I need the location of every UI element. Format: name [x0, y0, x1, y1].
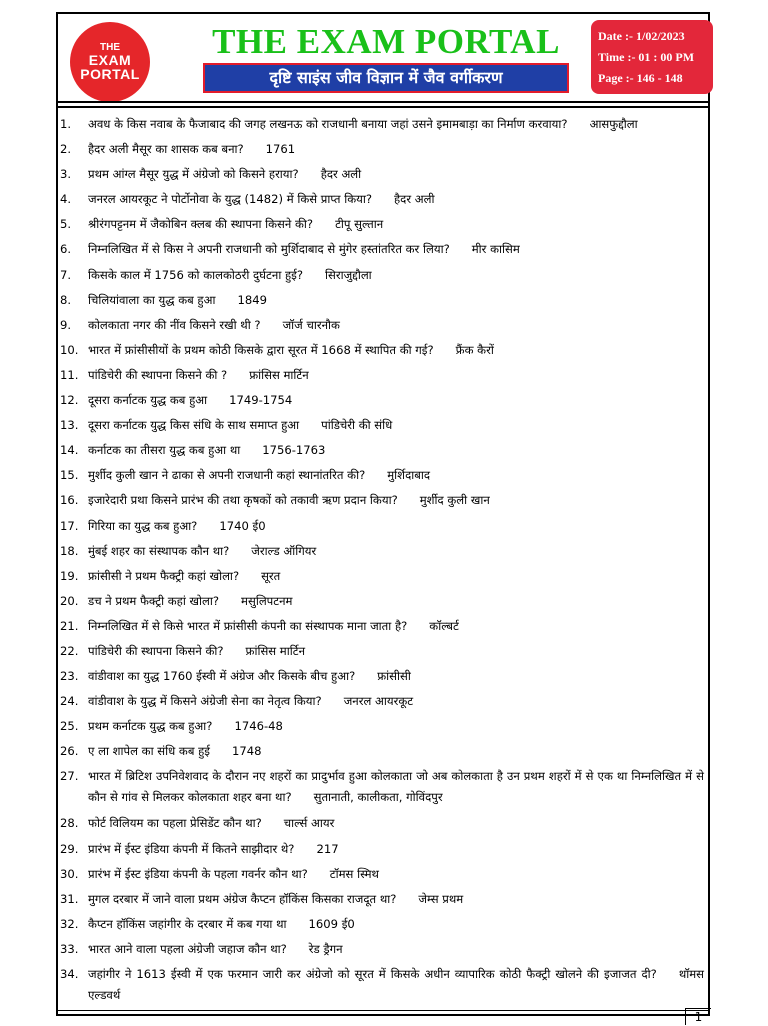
question-body	[88, 237, 708, 262]
question-number: 23.	[60, 669, 79, 684]
answer-text: चार्ल्स आयर	[283, 816, 335, 831]
answer-text: 1748	[231, 744, 262, 759]
answer-text: जेम्स प्रथम	[418, 891, 464, 906]
question-body	[88, 589, 708, 614]
time-label: Time :- 01 : 00 PM	[598, 50, 695, 64]
question-body	[88, 187, 708, 212]
answer-text: जनरल आयरकूट	[343, 694, 414, 709]
answer-text: 1761	[265, 142, 296, 157]
question-number: 4.	[60, 192, 72, 207]
question-body	[88, 689, 708, 714]
question-text: इजारेदारी प्रथा किसने प्रारंभ की तथा कृषकों को तकावी ऋण प्रदान किया?	[88, 493, 398, 508]
question-item	[60, 664, 708, 689]
question-number: 26.	[60, 744, 79, 759]
question-text: निम्नलिखित में से किस ने अपनी राजधानी को मुर्शिदाबाद से मुंगेर हस्तांतरित कर लिया?	[88, 242, 450, 257]
question-text: प्रारंभ में ईस्ट इंडिया कंपनी के पहला गवर्नर कौन था?	[88, 866, 308, 881]
logo-line-2: EXAM	[88, 52, 132, 68]
answer-text: सुतानाती, कालीकता, गोविंदपुर	[313, 790, 443, 805]
question-number: 27.	[60, 769, 79, 784]
page-number: 1	[685, 1008, 711, 1025]
question-body	[88, 438, 708, 463]
question-body	[88, 862, 708, 887]
question-body	[88, 739, 708, 764]
question-text: भारत में ब्रिटिश उपनिवेशवाद के दौरान नए शहरों का प्रादुर्भाव हुआ कोलकाता जो अब कोलकाता है उन प्रथम शहरों में से एक था निम्नलिखित में से कौन से गांव से मिलकर कोलकाता शहर बना था?	[88, 769, 704, 805]
question-item	[60, 187, 708, 212]
exam-portal-logo	[70, 22, 150, 102]
question-text: भारत आने वाला पहला अंग्रेजी जहाज कौन था?	[88, 941, 287, 956]
question-number: 34.	[60, 967, 79, 981]
question-item	[60, 887, 708, 912]
header-rule-top	[57, 101, 709, 103]
question-item	[60, 539, 708, 564]
question-number: 14.	[60, 443, 79, 458]
question-text: चिलियांवाला का युद्ध कब हुआ	[88, 292, 216, 307]
question-body	[88, 313, 708, 338]
question-number: 12.	[60, 393, 79, 408]
answer-text: हैदर अली	[320, 167, 362, 182]
question-item	[60, 438, 708, 463]
answer-text: 1746-48	[234, 719, 283, 734]
question-item	[60, 237, 708, 262]
question-item	[60, 288, 708, 313]
question-number: 21.	[60, 618, 79, 633]
question-body	[88, 463, 708, 488]
question-body	[88, 664, 708, 689]
question-number: 25.	[60, 719, 79, 734]
question-body	[88, 263, 708, 288]
question-text: कोलकाता नगर की नींव किसने रखी थी ?	[88, 317, 261, 332]
answer-text: फ्रैंक कैरों	[455, 342, 494, 357]
question-text: श्रीरंगपट्टनम में जैकोबिन क्लब की स्थापना किसने की?	[88, 217, 314, 232]
question-item	[60, 714, 708, 739]
question-item	[60, 514, 708, 539]
question-text: प्रारंभ में ईस्ट इंडिया कंपनी में कितने साझीदार थे?	[88, 841, 295, 856]
question-number: 18.	[60, 543, 79, 558]
question-item	[60, 413, 708, 438]
question-number: 13.	[60, 418, 79, 433]
question-text: भारत में फ्रांसीसीयों के प्रथम कोठी किसके द्वारा सूरत में 1668 में स्थापित की गई?	[88, 342, 434, 357]
question-text: फोर्ट विलियम का पहला प्रेसिडेंट कौन था?	[88, 816, 262, 831]
question-item	[60, 639, 708, 664]
answer-text: फ्रांसीसी	[377, 669, 411, 684]
question-item	[60, 162, 708, 187]
question-body	[88, 539, 708, 564]
answer-text: आसफुद्दौला	[589, 117, 638, 131]
question-text: फ्रांसीसी ने प्रथम फैक्ट्री कहां खोला?	[88, 568, 240, 583]
answer-text: हैदर अली	[394, 192, 435, 207]
question-item	[60, 488, 708, 513]
page-range-label: Page :- 146 - 148	[598, 71, 683, 85]
answer-text: मुर्शिदाबाद	[387, 468, 431, 483]
question-item	[60, 614, 708, 639]
question-item	[60, 589, 708, 614]
question-text: हैदर अली मैसूर का शासक कब बना?	[88, 142, 244, 157]
question-item	[60, 937, 708, 962]
date-label: Date :- 1/02/2023	[598, 29, 685, 43]
question-number: 28.	[60, 816, 79, 831]
question-number: 19.	[60, 568, 79, 583]
brand-title: THE EXAM PORTAL	[212, 22, 560, 61]
question-body	[88, 388, 708, 413]
question-number: 2.	[60, 142, 72, 157]
question-item	[60, 313, 708, 338]
question-text: निम्नलिखित में से किसे भारत में फ्रांसीसी कंपनी का संस्थापक माना जाता है?	[88, 618, 408, 633]
answer-text: पांडिचेरी की संधि	[321, 418, 393, 433]
answer-text: जेराल्ड ऑगियर	[251, 543, 317, 558]
question-body	[88, 363, 708, 388]
question-text: मुगल दरबार में जाने वाला प्रथम अंग्रेज कैप्टन हॉकिंस किसका राजदूत था?	[88, 891, 397, 906]
question-number: 22.	[60, 643, 79, 658]
question-item	[60, 338, 708, 363]
question-number: 3.	[60, 167, 72, 182]
question-text: किसके काल में 1756 को कालकोठरी दुर्घटना हुई?	[88, 267, 304, 282]
question-text: वांडीवाश का युद्ध 1760 ईस्वी में अंग्रेज और किसके बीच हुआ?	[88, 669, 356, 684]
answer-text: 1609 ई0	[308, 916, 355, 931]
question-body	[88, 212, 708, 237]
question-item	[60, 689, 708, 714]
question-item	[60, 263, 708, 288]
question-text: ए ला शापेल का संधि कब हुई	[88, 744, 210, 759]
question-body	[88, 764, 708, 808]
question-number: 31.	[60, 891, 79, 906]
question-body	[88, 338, 708, 363]
question-item	[60, 463, 708, 488]
date-time-page-box	[591, 20, 713, 94]
question-number: 8.	[60, 292, 72, 307]
question-body	[88, 887, 708, 912]
header-rule-bottom	[57, 106, 709, 108]
logo-line-1: THE	[100, 42, 120, 53]
answer-text: मीर कासिम	[471, 242, 520, 257]
question-body	[88, 962, 708, 1006]
question-number: 16.	[60, 493, 79, 508]
question-text: मुंबई शहर का संस्थापक कौन था?	[88, 543, 230, 558]
question-item	[60, 212, 708, 237]
question-number: 32.	[60, 916, 79, 931]
question-body	[88, 488, 708, 513]
question-number: 17.	[60, 518, 79, 533]
answer-text: फ्रांसिस मार्टिन	[249, 367, 309, 382]
question-text: प्रथम कर्नाटक युद्ध कब हुआ?	[88, 719, 213, 734]
answer-text: सूरत	[261, 568, 281, 583]
question-item	[60, 764, 708, 808]
answer-text: रेड ड्रैगन	[308, 941, 343, 956]
question-item	[60, 112, 708, 137]
question-text: अवध के किस नवाब के फैजाबाद की जगह लखनऊ को राजधानी बनाया जहां उसने इमामबाड़ा का निर्माण करवाया?	[88, 117, 568, 131]
question-body	[88, 514, 708, 539]
answer-text: फ्रांसिस मार्टिन	[245, 643, 306, 658]
question-body	[88, 937, 708, 962]
question-body	[88, 137, 708, 162]
question-text: दूसरा कर्नाटक युद्ध किस संधि के साथ समाप्त हुआ	[88, 418, 300, 433]
question-text: दूसरा कर्नाटक युद्ध कब हुआ	[88, 393, 208, 408]
question-text: पांडिचेरी की स्थापना किसने की?	[88, 643, 224, 658]
page-subtitle: दृष्टि साइंस जीव विज्ञान में जैव वर्गीकरण	[203, 63, 569, 93]
logo-line-3: PORTAL	[80, 66, 140, 82]
question-number: 7.	[60, 267, 72, 282]
answer-text: टॉमस स्मिथ	[329, 866, 379, 881]
question-text: जनरल आयरकूट ने पोर्टोनोवा के युद्ध (1482) में किसे प्राप्त किया?	[88, 192, 372, 207]
question-number: 15.	[60, 468, 79, 483]
answer-text: 217	[316, 841, 339, 856]
question-item	[60, 811, 708, 836]
answer-text: थॉमस एल्डवर्थ	[88, 967, 704, 1002]
question-text: मुर्शीद कुली खान ने ढाका से अपनी राजधानी कहां स्थानांतरित की?	[88, 468, 366, 483]
question-text: पांडिचेरी की स्थापना किसने की ?	[88, 367, 228, 382]
question-number: 30.	[60, 866, 79, 881]
answer-text: 1749-1754	[229, 393, 293, 408]
question-item	[60, 137, 708, 162]
question-text: वांडीवाश के युद्ध में किसने अंग्रेजी सेना का नेतृत्व किया?	[88, 694, 322, 709]
question-body	[88, 288, 708, 313]
question-text: गिरिया का युद्ध कब हुआ?	[88, 518, 198, 533]
answer-text: 1756-1763	[262, 443, 326, 458]
question-body	[88, 564, 708, 589]
question-body	[88, 639, 708, 664]
question-number: 10.	[60, 342, 79, 357]
question-item	[60, 739, 708, 764]
answer-text: टीपू सुल्तान	[335, 217, 384, 232]
question-number: 33.	[60, 941, 79, 956]
question-item	[60, 912, 708, 937]
question-item	[60, 564, 708, 589]
question-item	[60, 962, 708, 1006]
question-body	[88, 112, 708, 137]
question-number: 11.	[60, 367, 79, 382]
answer-text: कॉल्बर्ट	[429, 618, 459, 633]
question-item	[60, 388, 708, 413]
question-number: 29.	[60, 841, 79, 856]
question-body	[88, 837, 708, 862]
question-text: कैप्टन हॉकिंस जहांगीर के दरबार में कब गया था	[88, 916, 287, 931]
question-text: जहांगीर ने 1613 ईस्वी में एक फरमान जारी कर अंग्रेजो को सूरत में किसके अधीन व्यापारिक कोठी फैक्ट्री खोलने की इजाजत दी?	[88, 967, 657, 981]
question-body	[88, 811, 708, 836]
question-list	[60, 112, 708, 1009]
answer-text: 1740 ई0	[219, 518, 266, 533]
footer-rule	[57, 1010, 709, 1011]
answer-text: जॉर्ज चारनौक	[282, 317, 340, 332]
answer-text: मुर्शीद कुली खान	[419, 493, 490, 508]
question-body	[88, 912, 708, 937]
question-number: 6.	[60, 242, 72, 257]
question-number: 20.	[60, 593, 79, 608]
question-item	[60, 862, 708, 887]
question-body	[88, 714, 708, 739]
question-body	[88, 413, 708, 438]
question-number: 1.	[60, 117, 72, 131]
question-text: प्रथम आंग्ल मैसूर युद्ध में अंग्रेजो को किसने हराया?	[88, 167, 299, 182]
question-number: 9.	[60, 317, 72, 332]
question-number: 24.	[60, 694, 79, 709]
question-text: कर्नाटक का तीसरा युद्ध कब हुआ था	[88, 443, 241, 458]
question-item	[60, 363, 708, 388]
question-item	[60, 837, 708, 862]
answer-text: मसुलिपटनम	[241, 593, 293, 608]
question-body	[88, 614, 708, 639]
answer-text: सिराजुद्दौला	[325, 267, 372, 282]
question-text: डच ने प्रथम फैक्ट्री कहां खोला?	[88, 593, 220, 608]
answer-text: 1849	[237, 292, 267, 307]
question-number: 5.	[60, 217, 72, 232]
question-body	[88, 162, 708, 187]
